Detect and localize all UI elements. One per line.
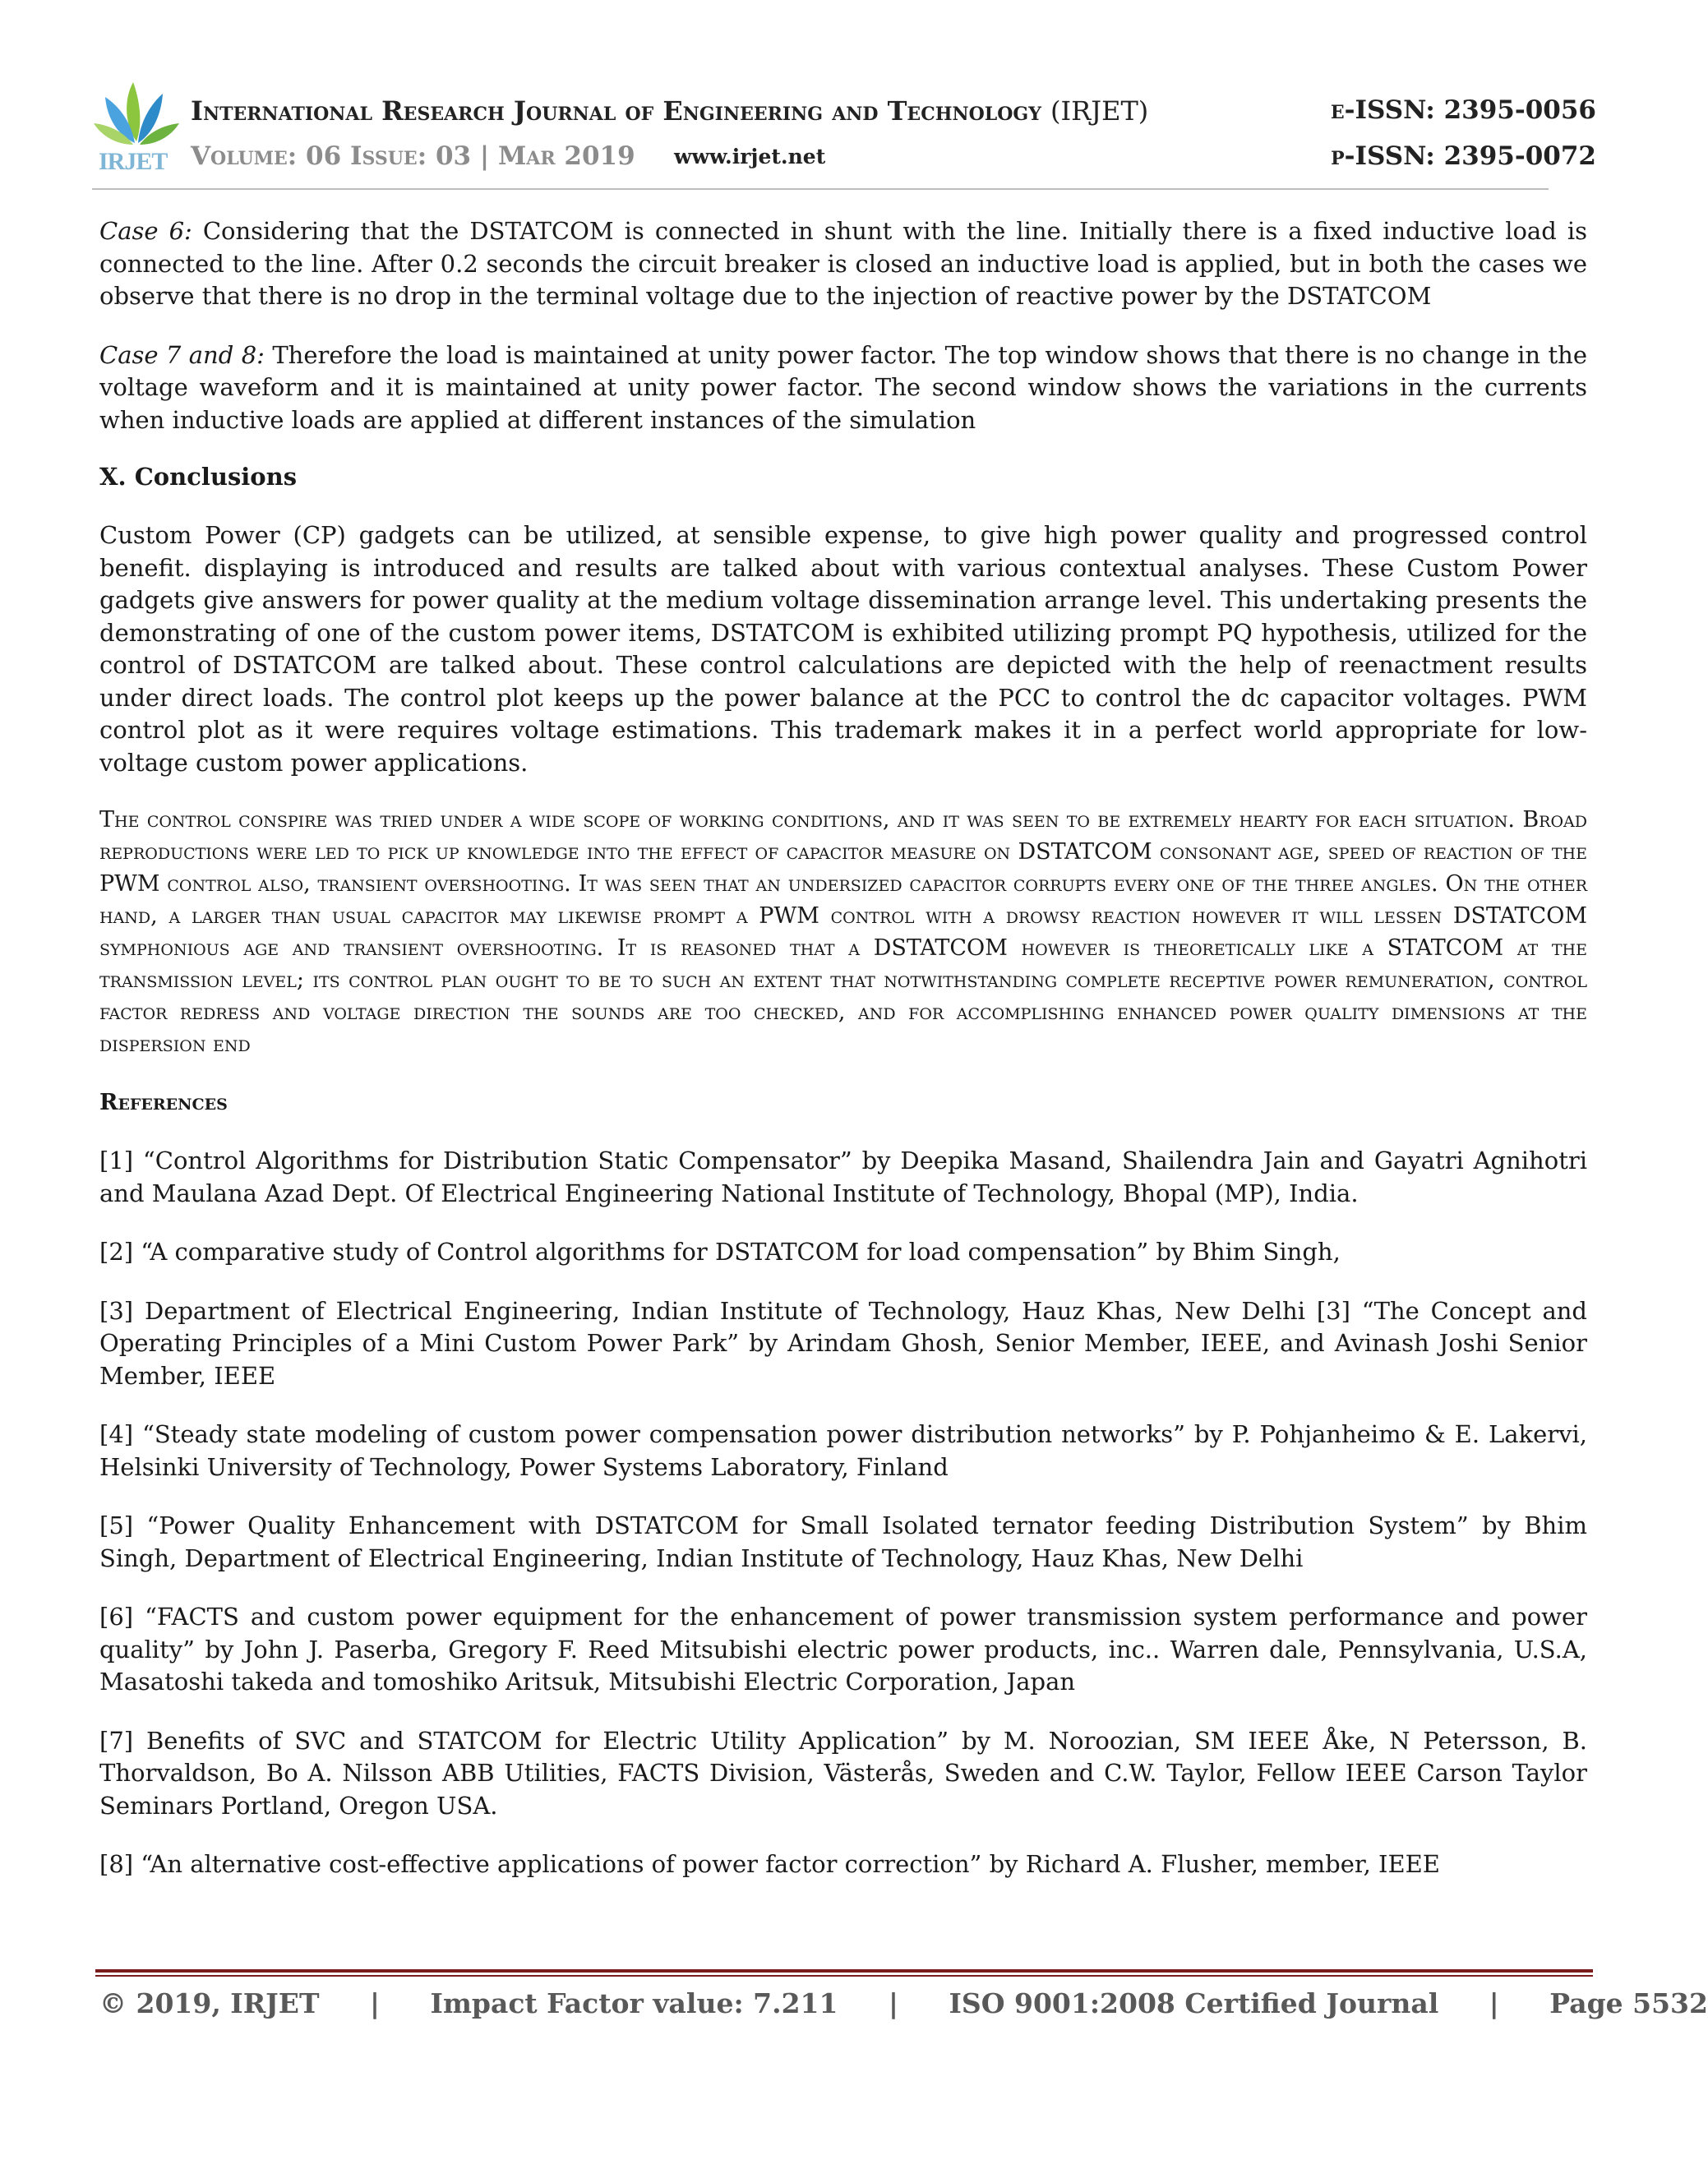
reference-item-6: [6] “FACTS and custom power equipment for the enhancement of power transmission system performance and power quality” by John J. Paserba, Gregory F. Reed Mitsubishi electric power products, inc.. Warren dale, Pennsylvania, U.S.A, Masatoshi takeda and tomoshiko Aritsuk, Mitsubishi Electric Corporation, Japan	[99, 1603, 1587, 1696]
footer-separator: |	[888, 1987, 898, 2019]
footer-impact-factor: Impact Factor value: 7.211	[430, 1987, 838, 2019]
e-issn: e-ISSN: 2395-0056	[1330, 95, 1596, 125]
reference-item-2: [2] “A comparative study of Control algorithms for DSTATCOM for load compensation” by Bhim Singh,	[99, 1238, 1341, 1266]
reference-item-4: [4] “Steady state modeling of custom power compensation power distribution networks” by P. Pohjanheimo & E. Lakervi, Helsinki University of Technology, Power Systems Laboratory, Finland	[99, 1420, 1587, 1481]
page-footer	[99, 1987, 1708, 2019]
volume-issue: Volume: 06 Issue: 03 | Mar 2019	[191, 141, 635, 171]
footer-page-number: Page 5532	[1549, 1987, 1708, 2019]
conclusions-heading: X. Conclusions	[99, 463, 298, 491]
p-issn: p-ISSN: 2395-0072	[1331, 141, 1596, 171]
reference-item-5: [5] “Power Quality Enhancement with DSTATCOM for Small Isolated ternator feeding Distribution System” by Bhim Singh, Department of Electrical Engineering, Indian Institute of Technology, Hauz Khas, New Delhi	[99, 1511, 1587, 1572]
case6-paragraph	[99, 215, 1587, 313]
conclusions-paragraph-2: The control conspire was tried under a wide scope of working conditions, and it was seen to be extremely hearty for each situation. Broad reproductions were led to pick up knowledge into the effect of capacitor measure on DSTATCOM consonant age, speed of reaction of the PWM control also, transient overshooting. It was seen that an undersized capacitor corrupts every one of the three angles. On the other hand, a larger than usual capacitor may likewise prompt a PWM control with a drowsy reaction however it will lessen DSTATCOM symphonious age and transient overshooting. It is reasoned that a DSTATCOM however is theoretically like a STATCOM at the transmission level; its control plan ought to be to such an extent that notwithstanding complete receptive power remuneration, control factor redress and voltage direction the sounds are too checked, and for accomplishing enhanced power quality dimensions at the dispersion end	[99, 807, 1587, 1057]
references-heading: References	[99, 1090, 228, 1115]
footer-separator: |	[370, 1987, 381, 2019]
journal-title	[191, 95, 1148, 127]
reference-item-8: [8] “An alternative cost-effective applications of power factor correction” by Richard A. Flusher, member, IEEE	[99, 1850, 1440, 1878]
case78-label: Case 7 and 8:	[99, 340, 265, 369]
case6-text: Considering that the DSTATCOM is connected in shunt with the line. Initially there is a fixed inductive load is connected to the line. After 0.2 seconds the circuit breaker is closed an inductive load is applied, but in both the cases we observe that there is no drop in the terminal voltage due to the injection of reactive power by the DSTATCOM	[99, 217, 1587, 310]
header-divider	[92, 188, 1549, 190]
footer-iso: ISO 9001:2008 Certified Journal	[949, 1987, 1439, 2019]
reference-item-3: [3] Department of Electrical Engineering, Indian Institute of Technology, Hauz Khas, New Delhi [3] “The Concept and Operating Principles of a Mini Custom Power Park” by Arindam Ghosh, Senior Member, IEEE, and Avinash Joshi Senior Member, IEEE	[99, 1296, 1587, 1390]
case78-paragraph	[99, 339, 1587, 437]
footer-copyright: © 2019, IRJET	[99, 1987, 320, 2019]
case78-text: Therefore the load is maintained at unity power factor. The top window shows that there is no change in the voltage waveform and it is maintained at unity power factor. The second window shows the variations in the currents when inductive loads are applied at different instances of the simulation	[99, 340, 1587, 434]
logo-text: IRJET	[99, 148, 168, 175]
footer-divider-thin	[95, 1975, 1593, 1977]
footer-separator: |	[1489, 1987, 1499, 2019]
case6-label: Case 6:	[99, 217, 192, 245]
reference-item-7: [7] Benefits of SVC and STATCOM for Electric Utility Application” by M. Noroozian, SM IEEE Åke, N Petersson, B. Thorvaldson, Bo A. Nilsson ABB Utilities, FACTS Division, Västerås, Sweden and C.W. Taylor, Fellow IEEE Carson Taylor Seminars Portland, Oregon USA.	[99, 1726, 1587, 1820]
reference-item-1: [1] “Control Algorithms for Distribution Static Compensator” by Deepika Masand, Shailendra Jain and Gayatri Agnihotri and Maulana Azad Dept. Of Electrical Engineering National Institute of Technology, Bhopal (MP), India.	[99, 1147, 1587, 1207]
conclusions-paragraph-1: Custom Power (CP) gadgets can be utilized, at sensible expense, to give high power quality and progressed control benefit. displaying is introduced and results are talked about with various contextual analyses. These Custom Power gadgets give answers for power quality at the medium voltage dissemination arrange level. This undertaking presents the demonstrating of one of the custom power items, DSTATCOM is exhibited utilizing prompt PQ hypothesis, utilized for the control of DSTATCOM are talked about. These control calculations are depicted with the help of reenactment results under direct loads. The control plot keeps up the power balance at the PCC to control the dc capacitor voltages. PWM control plot as it were requires voltage estimations. This trademark makes it in a perfect world appropriate for low-voltage custom power applications.	[99, 521, 1587, 777]
journal-header	[92, 76, 1596, 191]
journal-name: International Research Journal of Engineering and Technology	[191, 95, 1041, 127]
page-body	[99, 215, 1587, 1881]
journal-website-link[interactable]: www.irjet.net	[674, 145, 826, 168]
footer-divider-thick	[95, 1969, 1593, 1973]
journal-abbr: (IRJET)	[1050, 95, 1149, 127]
